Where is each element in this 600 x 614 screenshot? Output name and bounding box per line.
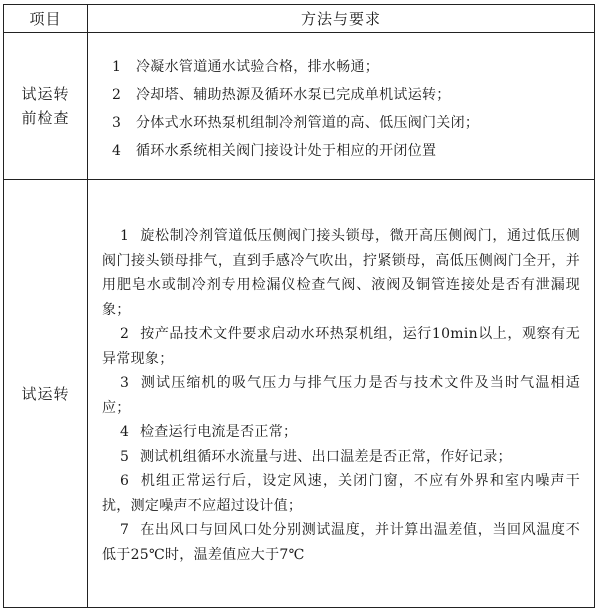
list-item [102, 224, 580, 322]
header-method: 方法与要求 [88, 5, 595, 33]
step-text: 测试压缩机的吸气压力与排气压力是否与技术文件及当时气温相适应； [102, 375, 580, 416]
step-number: 3 [120, 375, 130, 391]
method-cell-test-run [88, 180, 595, 608]
step-number: 4 [120, 424, 130, 440]
step-text: 检查运行电流是否正常； [140, 424, 298, 440]
step-number: 6 [120, 473, 130, 489]
list-item [102, 322, 580, 371]
step-number: 1 [120, 228, 130, 244]
step-text: 冷凝水管道通水试验合格，排水畅通； [136, 59, 380, 75]
step-text: 循环水系统相关阀门接设计处于相应的开闭位置 [136, 143, 437, 159]
step-list [88, 220, 594, 567]
step-text: 机组正常运行后，设定风速，关闭门窗，不应有外界和室内噪声干扰，测定噪声不应超过设计值； [102, 473, 580, 514]
step-number: 3 [112, 115, 122, 131]
step-number: 2 [120, 326, 130, 342]
table-header-row [4, 5, 595, 33]
item-label-line: 试运转 [21, 85, 70, 103]
step-number: 5 [120, 448, 130, 465]
item-cell-test-run [4, 180, 88, 608]
method-cell-pre-check [88, 33, 595, 180]
step-number: 4 [112, 143, 122, 159]
list-item [102, 371, 580, 420]
step-number: 2 [112, 87, 122, 103]
step-text: 按产品技术文件要求启动水环热泵机组，运行10min以上，观察有无异常现象； [102, 326, 580, 367]
step-text: 旋松制冷剂管道低压侧阀门接头锁母，微开高压侧阀门，通过低压侧阀门接头锁母排气，直到手感冷气吹出，拧紧锁母，高低压侧阀门全开，并用肥皂水或制冷剂专用检漏仪检查气阀、液阀及铜管连接处是否有泄漏现象； [102, 228, 580, 318]
list-item [102, 469, 580, 518]
step-number: 1 [112, 59, 122, 75]
step-text: 分体式水环热泵机组制冷剂管道的高、低压阀门关闭； [136, 115, 480, 131]
list-item [112, 109, 594, 137]
list-item [102, 445, 580, 470]
item-cell-pre-check [4, 33, 88, 180]
list-item [112, 53, 594, 81]
table-row [4, 180, 595, 608]
step-list [88, 47, 594, 165]
list-item [102, 518, 580, 567]
step-text: 在出风口与回风口处分别测试温度，并计算出温差值，当回风温度不低于25℃时，温差值应大于7℃ [102, 522, 580, 563]
table-row [4, 33, 595, 180]
item-label-line: 试运转 [21, 384, 70, 403]
list-item [102, 420, 580, 445]
list-item [112, 137, 594, 165]
list-item [112, 81, 594, 109]
item-label-line: 前检查 [21, 109, 70, 127]
step-number: 7 [120, 522, 130, 538]
test-run-table [3, 4, 595, 608]
step-text: 测试机组循环水流量与进、出口温差是否正常，作好记录； [140, 448, 512, 465]
step-text: 冷却塔、辅助热源及循环水泵已完成单机试运转； [136, 87, 451, 103]
header-item: 项目 [4, 5, 88, 33]
